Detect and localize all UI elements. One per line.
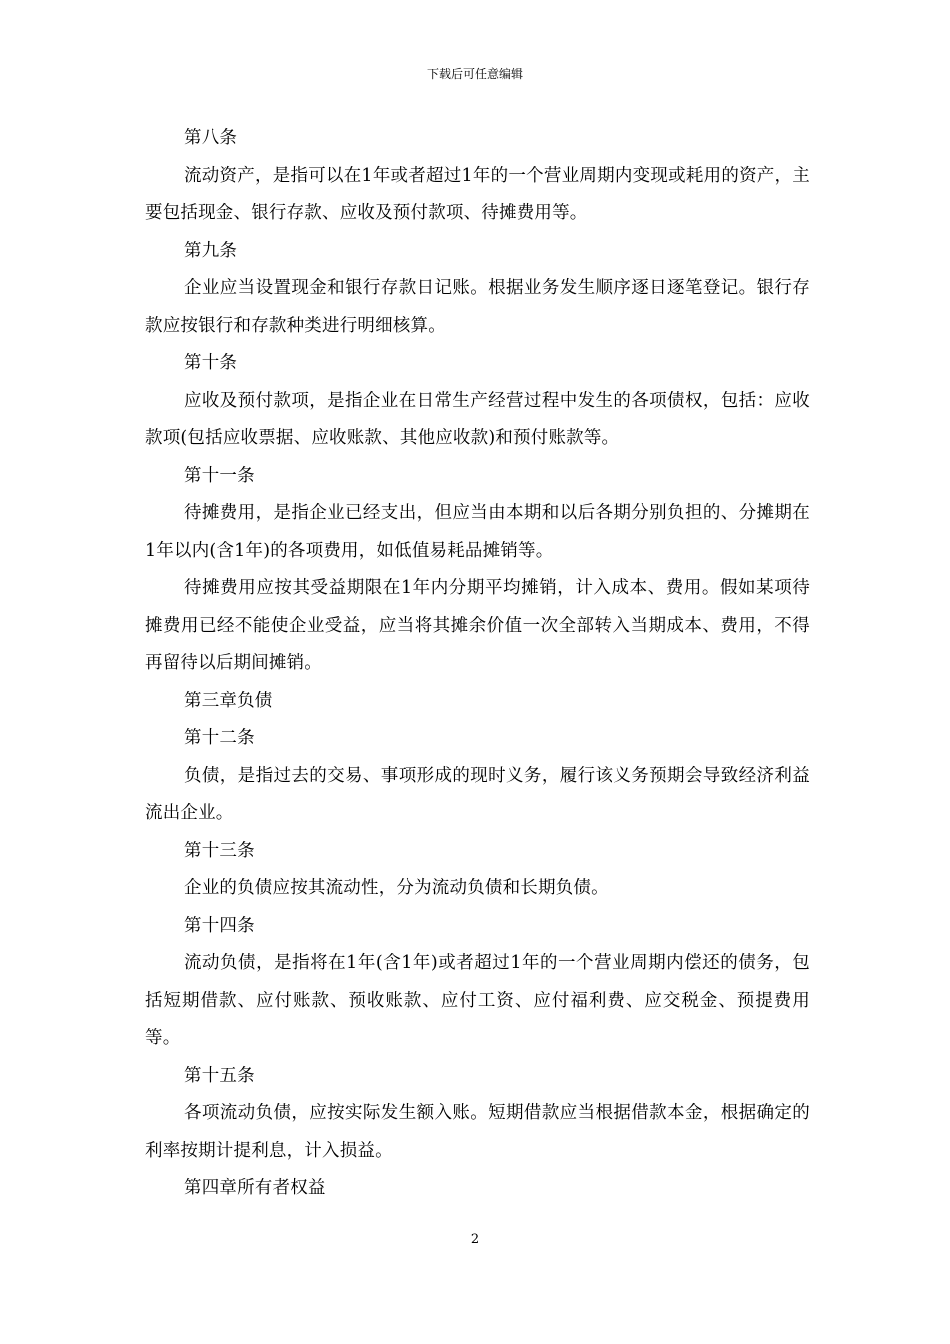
page-header: 下载后可任意编辑 bbox=[426, 67, 523, 81]
paragraph: 待摊费用，是指企业已经支出，但应当由本期和以后各期分别负担的、分摊期在1年以内(含1年)的各项费用，如低值易耗品摊销等。 bbox=[145, 503, 810, 561]
paragraph: 负债，是指过去的交易、事项形成的现时义务，履行该义务预期会导致经济利益流出企业。 bbox=[145, 765, 810, 823]
article-heading: 第十一条 bbox=[184, 465, 255, 486]
paragraph: 企业应当设置现金和银行存款日记账。根据业务发生顺序逐日逐笔登记。银行存款应按银行和存款种类进行明细核算。 bbox=[145, 278, 810, 336]
chapter-heading: 第三章负债 bbox=[184, 690, 273, 711]
paragraph: 企业的负债应按其流动性，分为流动负债和长期负债。 bbox=[184, 878, 609, 898]
paragraph: 应收及预付款项，是指企业在日常生产经营过程中发生的各项债权，包括：应收款项(包括应收票据、应收账款、其他应收款)和预付账款等。 bbox=[145, 390, 810, 448]
page-number: 2 bbox=[470, 1232, 480, 1247]
paragraph: 流动资产，是指可以在1年或者超过1年的一个营业周期内变现或耗用的资产，主要包括现金、银行存款、应收及预付款项、待摊费用等。 bbox=[145, 165, 810, 223]
chapter-heading: 第四章所有者权益 bbox=[184, 1178, 326, 1198]
article-heading: 第十三条 bbox=[184, 840, 255, 861]
article-heading: 第十五条 bbox=[184, 1065, 255, 1086]
article-heading: 第十四条 bbox=[184, 915, 255, 936]
paragraph: 待摊费用应按其受益期限在1年内分期平均摊销，计入成本、费用。假如某项待摊费用已经不能使企业受益，应当将其摊余价值一次全部转入当期成本、费用，不得再留待以后期间摊销。 bbox=[145, 578, 810, 673]
article-heading: 第八条 bbox=[184, 128, 238, 148]
article-heading: 第十二条 bbox=[184, 728, 255, 748]
paragraph: 各项流动负债，应按实际发生额入账。短期借款应当根据借款本金，根据确定的利率按期计提利息，计入损益。 bbox=[145, 1103, 810, 1161]
paragraph: 流动负债，是指将在1年(含1年)或者超过1年的一个营业周期内偿还的债务，包括短期借款、应付账款、预收账款、应付工资、应付福利费、应交税金、预提费用等。 bbox=[145, 953, 810, 1048]
article-heading: 第十条 bbox=[184, 353, 238, 373]
article-heading: 第九条 bbox=[184, 240, 238, 261]
document-body bbox=[145, 120, 810, 1208]
